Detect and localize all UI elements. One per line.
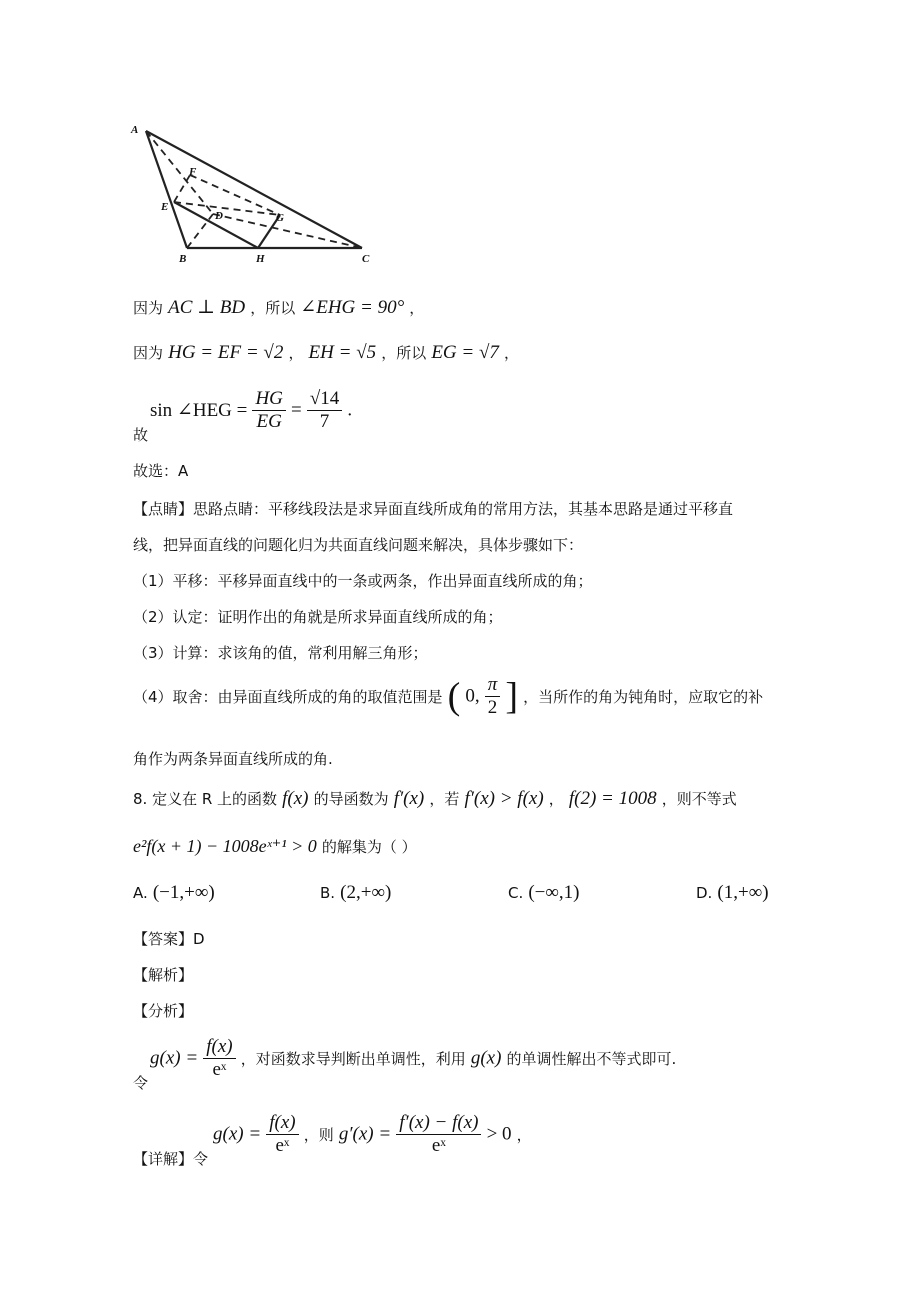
fraction — [252, 388, 285, 433]
math-expression: f(x) — [282, 788, 309, 809]
option-label: D. — [696, 884, 713, 902]
option-c — [508, 882, 580, 904]
fraction-denominator: eˣ — [275, 1135, 290, 1156]
fraction-denominator: eˣ — [431, 1135, 446, 1156]
text: 的导函数为 — [313, 790, 389, 808]
text: 因为 — [133, 344, 164, 362]
option-value: (−∞,1) — [528, 882, 580, 903]
math-expression: ∠EHG = 90° — [300, 297, 405, 318]
math-expression: f′(x) > f(x) — [464, 788, 544, 809]
dashed-DC — [213, 214, 362, 248]
option-b — [320, 882, 391, 904]
detail-line — [213, 1112, 532, 1157]
math-expression: EG = √7 — [431, 342, 499, 363]
text: ，当所作的角为钝角时，应取它的补 — [523, 688, 764, 706]
fraction-denominator: 2 — [487, 697, 498, 718]
text: ， — [516, 1126, 532, 1144]
fraction — [396, 1112, 481, 1157]
fraction — [485, 674, 501, 719]
step-line: （3）计算：求该角的值，常利用解三角形； — [133, 644, 428, 662]
fraction-numerator: f(x) — [203, 1036, 235, 1059]
math-expression: = — [291, 399, 302, 421]
dashed-EF — [174, 175, 190, 202]
text: 令 — [133, 1074, 149, 1092]
label-C: C — [362, 253, 370, 265]
math-expression: g′(x) = — [338, 1123, 392, 1145]
label-B: B — [179, 253, 187, 265]
text: 8. 定义在 R 上的函数 — [133, 790, 278, 808]
fraction-numerator: √14 — [307, 388, 342, 411]
math-expression: e²f(x + 1) − 1008eˣ⁺¹ > 0 — [133, 836, 317, 856]
math-expression: g(x) — [470, 1047, 502, 1069]
step-line: 角作为两条异面直线所成的角. — [133, 750, 333, 768]
math-expression: EH = √5 — [308, 342, 377, 363]
dashed-BD — [187, 214, 213, 248]
option-value: (−1,+∞) — [152, 882, 215, 903]
math-expression: AC ⊥ BD — [168, 297, 246, 318]
sine-formula — [150, 388, 352, 433]
text: 故 — [133, 426, 149, 444]
label-G: G — [276, 212, 284, 224]
fraction — [266, 1112, 298, 1157]
fraction — [203, 1036, 235, 1081]
text: 因为 — [133, 299, 164, 317]
edge-EH — [174, 202, 258, 248]
math-expression: sin ∠HEG = — [150, 400, 248, 421]
label-E: E — [161, 201, 169, 213]
fraction — [307, 388, 342, 433]
option-d — [696, 882, 769, 904]
commentary-line: 【点睛】思路点睛：平移线段法是求异面直线所成角的常用方法，其基本思路是通过平移直 — [133, 500, 734, 518]
math-expression: > 0 — [486, 1123, 512, 1145]
math-expression: f(2) = 1008 — [568, 788, 657, 809]
option-label: B. — [320, 884, 336, 902]
fraction-numerator: f(x) — [266, 1112, 298, 1135]
fraction-numerator: π — [485, 674, 501, 697]
math-expression: g(x) = — [213, 1123, 262, 1145]
math-expression: 0, — [465, 685, 480, 707]
text: ，所以 — [381, 344, 427, 362]
text: ，则 — [303, 1126, 334, 1144]
line-lengths — [133, 342, 519, 364]
geometry-figure — [125, 120, 385, 270]
fraction-numerator: f′(x) − f(x) — [396, 1112, 481, 1135]
choice-line: 故选：A — [133, 462, 189, 480]
dashed-EG — [174, 202, 280, 215]
section-heading: 【解析】 — [133, 966, 194, 984]
text: ，对函数求导判断出单调性，利用 — [240, 1050, 466, 1068]
option-value: (1,+∞) — [717, 882, 769, 903]
fraction-numerator: HG — [252, 388, 285, 411]
text: 【详解】令 — [133, 1150, 209, 1168]
math-expression: f′(x) — [393, 788, 425, 809]
math-expression: g(x) = — [150, 1047, 199, 1069]
analysis-line — [150, 1036, 676, 1081]
commentary-line: 线，把异面直线的问题化归为共面直线问题来解决，具体步骤如下： — [133, 536, 584, 554]
text: （4）取舍：由异面直线所成的角的取值范围是 — [133, 688, 443, 706]
text: ，则不等式 — [661, 790, 737, 808]
text: ， — [409, 299, 425, 317]
section-heading: 【分析】 — [133, 1002, 194, 1020]
option-label: C. — [508, 884, 524, 902]
step-line: （1）平移：平移异面直线中的一条或两条，作出异面直线所成的角； — [133, 572, 593, 590]
step-line: （2）认定：证明作出的角就是所求异面直线所成的角； — [133, 608, 503, 626]
option-a — [133, 882, 215, 904]
label-D: D — [215, 210, 223, 222]
answer-line: 【答案】D — [133, 930, 205, 948]
option-label: A. — [133, 884, 148, 902]
dashed-AD — [146, 131, 213, 214]
step-line-interval — [133, 674, 763, 719]
interval-bracket: ( — [447, 675, 461, 718]
math-expression: HG = EF = √2 — [168, 342, 284, 363]
label-H: H — [256, 253, 265, 265]
text: 的解集为（ ） — [321, 838, 417, 856]
question-8 — [133, 788, 737, 810]
text: ， — [288, 344, 304, 362]
text: ，若 — [429, 790, 460, 808]
label-A: A — [131, 124, 139, 136]
option-value: (2,+∞) — [340, 882, 392, 903]
label-F: F — [189, 166, 197, 178]
text: 的单调性解出不等式即可. — [506, 1050, 677, 1068]
fraction-denominator: 7 — [319, 411, 330, 432]
edge-AC — [146, 131, 362, 248]
line-perpendicular — [133, 296, 424, 319]
text: ， — [504, 344, 520, 362]
math-expression: . — [347, 399, 353, 421]
text: ，所以 — [250, 299, 296, 317]
question-8-inequality — [133, 836, 417, 857]
interval-bracket: ] — [505, 675, 519, 718]
text: ， — [548, 790, 564, 808]
fraction-denominator: eˣ — [212, 1059, 227, 1080]
fraction-denominator: EG — [256, 411, 282, 432]
